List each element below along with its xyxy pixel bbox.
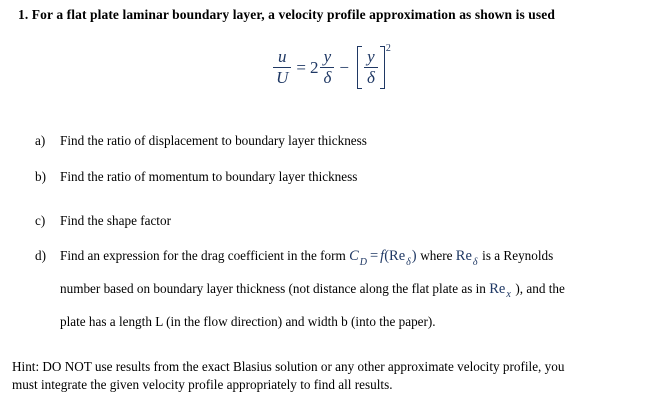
- question-parts-list: [0, 132, 663, 349]
- bracketed-term: [357, 43, 391, 89]
- list-text-d-line2: [60, 280, 663, 302]
- math-equals: =: [369, 248, 379, 265]
- math-function-f: f: [380, 248, 385, 265]
- list-text-c: Find the shape factor: [60, 212, 171, 228]
- list-marker-d: d): [35, 248, 46, 264]
- bracket-right-icon: [380, 46, 385, 89]
- list-text-a: Find the ratio of displacement to boundary layer thickness: [60, 133, 367, 148]
- list-marker-a: a): [35, 133, 46, 148]
- math-re-subscript-x: x: [506, 289, 511, 301]
- hint-line-1: Hint: DO NOT use results from the exact Blasius solution or any other approximate velocity profile, you: [12, 359, 565, 374]
- term1-numerator: y: [323, 47, 332, 66]
- list-text-d-line1: [60, 247, 663, 269]
- fraction-u-over-U: [273, 48, 291, 87]
- bracket-denominator: δ: [364, 67, 378, 87]
- inline-math-re-delta: [455, 248, 482, 268]
- equation-lhs-numerator: u: [278, 47, 287, 66]
- equation-expression: [272, 43, 391, 89]
- hint-line-2: must integrate the given velocity profile appropriately to find all results.: [12, 377, 393, 393]
- math-re-subscript-delta-2: δ: [472, 256, 478, 268]
- list-text-d-line3: plate has a length L (in the flow direction) and width b (into the paper).: [60, 313, 436, 329]
- math-close-paren: ): [411, 248, 417, 265]
- question-heading: 1. For a flat plate laminar boundary layer, a velocity profile approximation as shown is used: [18, 7, 555, 22]
- inline-math-drag-coefficient: [349, 248, 420, 268]
- list-marker-b: b): [35, 168, 46, 184]
- exponent-two: 2: [385, 43, 391, 54]
- list-item-c: [0, 212, 663, 230]
- hint-paragraph: [12, 358, 652, 395]
- fraction-y-over-delta-2: [364, 48, 378, 87]
- list-item-b: [0, 168, 663, 186]
- equation-coefficient: 2: [309, 57, 319, 77]
- bracket-numerator: y: [367, 47, 375, 66]
- d-line1-mid: where: [420, 248, 453, 264]
- list-marker-c: c): [35, 212, 46, 228]
- math-re-subscript-delta-1: δ: [406, 256, 411, 268]
- math-subscript-D: D: [359, 256, 367, 268]
- term1-denominator: δ: [320, 67, 334, 87]
- d-line2-tail: ), and the: [515, 281, 565, 297]
- list-item-d: [0, 247, 663, 330]
- list-text-b: Find the ratio of momentum to boundary layer thickness: [60, 168, 358, 184]
- math-re-2: Re: [455, 248, 472, 265]
- velocity-profile-equation: [0, 43, 663, 89]
- math-symbol-C: C: [349, 248, 359, 265]
- d-line1-lead: Find an expression for the drag coefficient in the form: [60, 248, 346, 264]
- math-re-1: Re: [389, 248, 406, 265]
- d-line2-lead: number based on boundary layer thickness (not distance along the flat plate as in: [60, 281, 486, 297]
- inline-math-re-x: [489, 281, 515, 301]
- math-open-paren: (: [384, 248, 390, 265]
- equation-lhs-denominator: U: [273, 67, 291, 87]
- math-re-3: Re: [489, 281, 506, 298]
- list-item-a: [0, 132, 663, 150]
- equals-sign: =: [296, 57, 306, 77]
- fraction-y-over-delta-1: [320, 48, 334, 87]
- d-line1-tail: is a Reynolds: [482, 248, 554, 264]
- minus-sign: −: [339, 57, 349, 77]
